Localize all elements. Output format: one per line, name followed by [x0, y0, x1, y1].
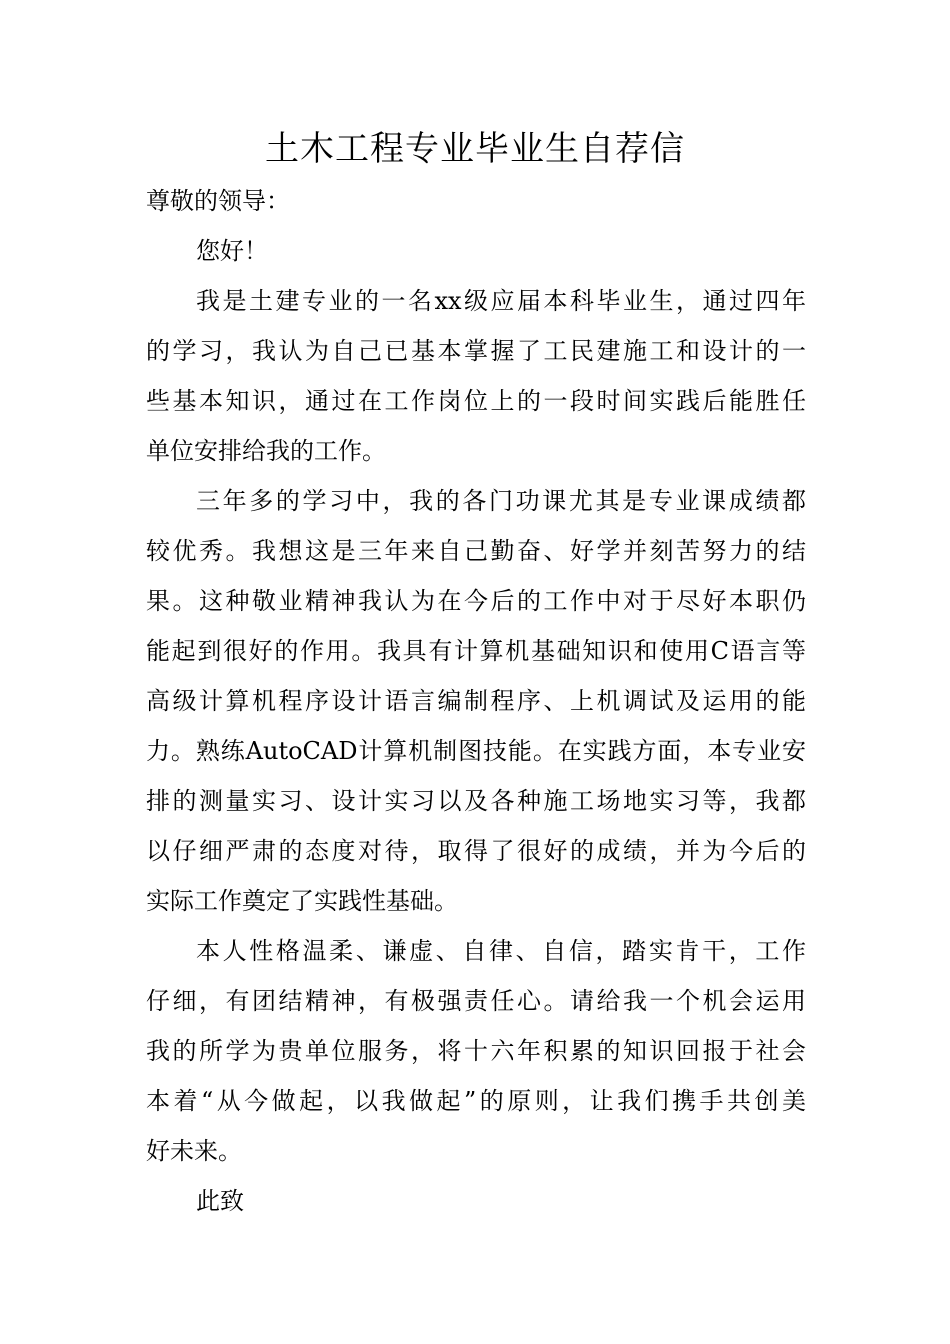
closing: 此致	[196, 1187, 244, 1215]
paragraph-2	[146, 476, 806, 926]
paragraph-3	[146, 926, 806, 1176]
paragraph-line: 实际工作奠定了实践性基础。	[146, 887, 458, 915]
paragraph-line: 三年多的学习中，我的各门功课尤其是专业课成绩都	[196, 487, 806, 515]
paragraph-line: 些基本知识，通过在工作岗位上的一段时间实践后能胜任	[146, 387, 806, 415]
paragraph-line: 我是土建专业的一名xx级应届本科毕业生，通过四年	[196, 287, 806, 315]
paragraph-line: 我的所学为贵单位服务，将十六年积累的知识回报于社会	[146, 1037, 806, 1065]
paragraph-line: 的学习，我认为自己已基本掌握了工民建施工和设计的一	[146, 337, 806, 365]
letter-body	[146, 176, 806, 1226]
greeting: 您好！	[196, 237, 268, 265]
paragraph-line: 以仔细严肃的态度对待，取得了很好的成绩，并为今后的	[146, 837, 806, 865]
paragraph-line: 较优秀。我想这是三年来自己勤奋、好学并刻苦努力的结	[146, 537, 806, 565]
document-title: 土木工程专业毕业生自荐信	[265, 129, 685, 169]
paragraph-line: 好未来。	[146, 1137, 242, 1165]
salutation: 尊敬的领导：	[146, 187, 290, 215]
paragraph-line: 排的测量实习、设计实习以及各种施工场地实习等，我都	[146, 787, 806, 815]
paragraph-line: 果。这种敬业精神我认为在今后的工作中对于尽好本职仍	[146, 587, 806, 615]
paragraph-line: 高级计算机程序设计语言编制程序、上机调试及运用的能	[146, 687, 806, 715]
paragraph-line: 仔细，有团结精神，有极强责任心。请给我一个机会运用	[146, 987, 806, 1015]
paragraph-line: 能起到很好的作用。我具有计算机基础知识和使用C语言等	[146, 637, 806, 665]
paragraph-line: 单位安排给我的工作。	[146, 437, 386, 465]
paragraph-1	[146, 276, 806, 476]
paragraph-line: 力。熟练AutoCAD计算机制图技能。在实践方面，本专业安	[146, 737, 806, 765]
paragraph-line: 本人性格温柔、谦虚、自律、自信，踏实肯干，工作	[196, 937, 806, 965]
paragraph-line: 本着“从今做起，以我做起”的原则，让我们携手共创美	[146, 1087, 806, 1115]
